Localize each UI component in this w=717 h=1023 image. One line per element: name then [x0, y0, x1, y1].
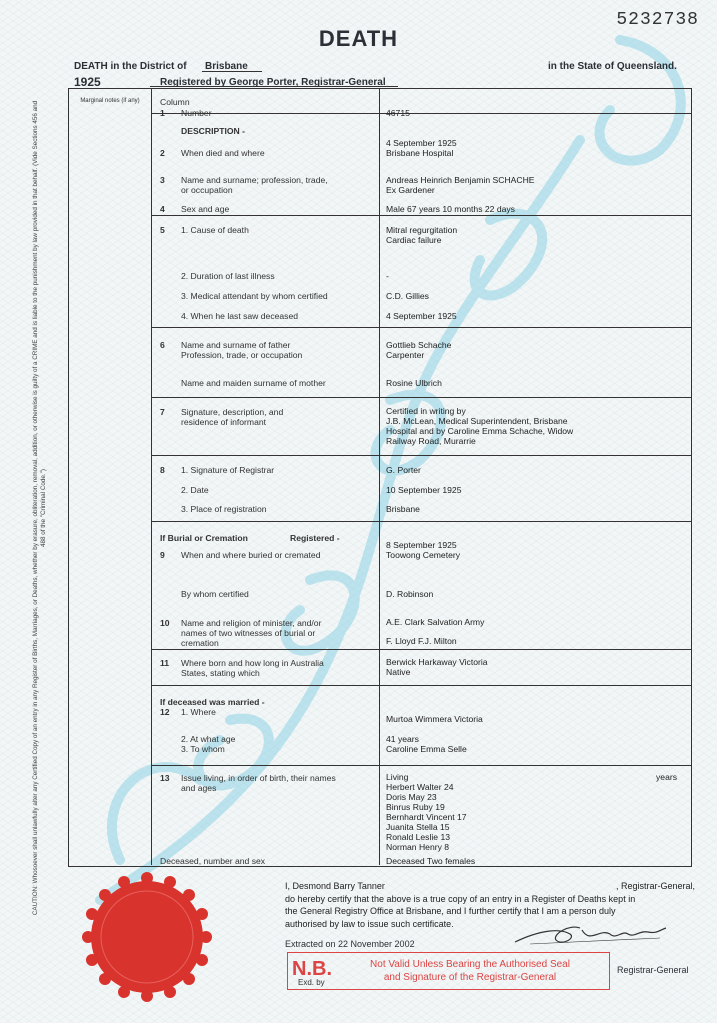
cert-line-4: authorised by law to issue such certificate.: [285, 918, 454, 929]
caution-notice: CAUTION: Whosoever shall unlawfully alter any Certified Copy of an entry in any Register of Births, Marriages, or Deaths, whether by erasure, obliteration, removal, addition, or otherwise is guilty of a CRIME and is liable to the punishment by law provided in that behalf. (Vide Sections 456 and 488 of the "Criminal Code."): [32, 100, 47, 916]
burial-certified-label: By whom certified: [181, 589, 249, 599]
states-label: States, stating which: [181, 668, 260, 678]
row-number: 7: [160, 407, 165, 417]
living-label: Living: [386, 772, 409, 782]
registered-underline: [150, 86, 398, 87]
years-label: years: [656, 772, 678, 782]
certificate-title: DEATH: [318, 26, 399, 51]
birthplace-label: Where born and how long in Australia: [181, 658, 324, 668]
marriage-where: Murtoa Wimmera Victoria: [386, 714, 483, 724]
row-divider: [151, 455, 691, 456]
cert-line-3: the General Registry Office at Brisbane, and I further certify that I am a person duly: [285, 906, 616, 916]
child-4: Bernhardt Vincent 17: [386, 812, 467, 822]
registrar-general-label: Registrar-General: [617, 965, 689, 975]
description-heading: DESCRIPTION -: [181, 126, 245, 136]
burial-date: 8 September 1925: [386, 540, 457, 550]
place-of-death: Brisbane Hospital: [386, 148, 454, 158]
issue-label-1: Issue living, in order of birth, their names: [181, 773, 336, 783]
number-label: Number: [181, 108, 212, 118]
marriage-age: 41 years: [386, 734, 419, 744]
row-divider: [151, 215, 691, 216]
deceased-name: Andreas Heinrich Benjamin SCHACHE: [386, 175, 535, 185]
when-died-label: When died and where: [181, 148, 265, 158]
witnesses-value: F. Lloyd F.J. Milton: [386, 636, 457, 646]
informant-residence-label: residence of informant: [181, 417, 267, 427]
last-seen-value: 4 September 1925: [386, 311, 457, 321]
row-number: 11: [160, 658, 170, 668]
burial-certified-by: D. Robinson: [386, 589, 434, 599]
sex-age-label: Sex and age: [181, 204, 230, 214]
child-2: Doris May 23: [386, 792, 437, 802]
father-label: Name and surname of father: [181, 340, 291, 350]
minister-label-2: names of two witnesses of burial or: [181, 628, 316, 638]
occupation-label: or occupation: [181, 185, 233, 195]
minister-value: A.E. Clark Salvation Army: [386, 617, 485, 627]
mother-label: Name and maiden surname of mother: [181, 378, 326, 388]
father-name: Gottlieb Schache: [386, 340, 452, 350]
informant-line-2: J.B. McLean, Medical Superintendent, Brisbane: [386, 416, 568, 426]
registration-place-label: 3. Place of registration: [181, 504, 267, 514]
registrar-signature-mark: [510, 920, 670, 950]
row-number: 6: [160, 340, 165, 350]
duration-value: -: [386, 271, 389, 281]
row-number: 5: [160, 225, 165, 235]
margin-divider: [151, 89, 152, 865]
cause-label: 1. Cause of death: [181, 225, 249, 235]
registration-number: 46715: [386, 108, 410, 118]
registration-date: 10 September 1925: [386, 485, 462, 495]
registrar-signature-label: 1. Signature of Registrar: [181, 465, 275, 475]
district-underline: [202, 71, 262, 72]
row-number: 13: [160, 773, 170, 783]
minister-label-1: Name and religion of minister, and/or: [181, 618, 322, 628]
issue-label-2: and ages: [181, 783, 217, 793]
registration-year: 1925: [74, 75, 101, 89]
cert-prefix: I,: [285, 881, 291, 891]
informant-line-1: Certified in writing by: [386, 406, 466, 416]
cause-value-2: Cardiac failure: [386, 235, 442, 245]
child-7: Norman Henry 8: [386, 842, 450, 852]
registration-date-label: 2. Date: [181, 485, 209, 495]
date-of-death: 4 September 1925: [386, 138, 457, 148]
row-divider: [151, 113, 691, 114]
column-label: Column: [160, 97, 190, 107]
exd-by: Exd. by: [298, 978, 325, 987]
district-name: Brisbane: [205, 61, 248, 72]
father-occupation: Carpenter: [386, 350, 425, 360]
extracted-date: Extracted on 22 November 2002: [285, 939, 415, 949]
nb-label: N.B.: [292, 958, 332, 980]
informant-line-4: Railway Road, Murarrie: [386, 436, 476, 446]
registrar-signature: G. Porter: [386, 465, 421, 475]
row-number: 12: [160, 707, 170, 717]
row-number: 9: [160, 550, 165, 560]
burial-registered: Registered -: [290, 533, 340, 543]
last-seen-label: 4. When he last saw deceased: [181, 311, 299, 321]
row-divider: [151, 327, 691, 328]
marginal-notes-label: Marginal notes (if any): [80, 98, 140, 104]
marriage-where-label: 1. Where: [181, 707, 216, 717]
mother-name: Rosine Ulbrich: [386, 378, 442, 388]
value-divider: [379, 89, 380, 865]
cert-line-2: do hereby certify that the above is a true copy of an entry in a Register of Deaths kept in: [285, 893, 636, 904]
state-text: in the State of Queensland.: [548, 61, 677, 72]
row-divider: [151, 521, 691, 522]
child-3: Binrus Ruby 19: [386, 802, 445, 812]
row-number: 2: [160, 148, 165, 158]
cert-title: , Registrar-General,: [615, 881, 695, 891]
minister-label-3: cremation: [181, 638, 219, 648]
row-number: 4: [160, 204, 165, 214]
spouse-name: Caroline Emma Selle: [386, 744, 467, 754]
name-label: Name and surname; profession, trade,: [181, 175, 328, 185]
registration-place: Brisbane: [386, 504, 420, 514]
child-6: Ronald Leslie 13: [386, 832, 451, 842]
medical-attendant-value: C.D. Gillies: [386, 291, 429, 301]
registrar-name: Desmond Barry Tanner: [292, 881, 385, 891]
row-number: 8: [160, 465, 165, 475]
marriage-age-label: 2. At what age: [181, 734, 236, 744]
nb-text-line-1: Not Valid Unless Bearing the Authorised Seal: [370, 959, 570, 970]
row-number: 1: [160, 108, 165, 118]
deceased-children-value: Deceased Two females: [386, 856, 476, 866]
sex-age-value: Male 67 years 10 months 22 days: [386, 204, 515, 214]
father-occupation-label: Profession, trade, or occupation: [181, 350, 303, 360]
nb-text-line-2: and Signature of the Registrar-General: [383, 972, 557, 983]
row-number: 10: [160, 618, 170, 628]
married-heading: If deceased was married -: [160, 697, 265, 707]
residency-value: Native: [386, 667, 411, 677]
district-prefix: DEATH in the District of: [74, 61, 187, 72]
nb-text: [335, 958, 605, 984]
informant-label: Signature, description, and: [181, 407, 284, 417]
burial-heading: If Burial or Cremation: [160, 533, 248, 543]
row-number: 3: [160, 175, 165, 185]
child-5: Juanita Stella 15: [386, 822, 450, 832]
row-divider: [151, 765, 691, 766]
marriage-whom-label: 3. To whom: [181, 744, 225, 754]
deceased-occupation: Ex Gardener: [386, 185, 435, 195]
row-divider: [151, 649, 691, 650]
certificate-number: 5232738: [616, 10, 699, 30]
registered-by: Registered by George Porter, Registrar-General: [160, 77, 386, 88]
informant-line-3: Hospital and by Caroline Emma Schache, Widow: [386, 426, 574, 436]
deceased-children-label: Deceased, number and sex: [160, 856, 266, 866]
duration-label: 2. Duration of last illness: [181, 271, 275, 281]
medical-attendant-label: 3. Medical attendant by whom certified: [181, 291, 328, 301]
official-seal: [80, 870, 214, 1004]
cause-value-1: Mitral regurgitation: [386, 225, 458, 235]
burial-place: Toowong Cemetery: [386, 550, 461, 560]
child-1: Herbert Walter 24: [386, 782, 454, 792]
burial-label: When and where buried or cremated: [181, 550, 321, 560]
birthplace-value: Berwick Harkaway Victoria: [386, 657, 488, 667]
row-divider: [151, 397, 691, 398]
row-divider: [151, 685, 691, 686]
